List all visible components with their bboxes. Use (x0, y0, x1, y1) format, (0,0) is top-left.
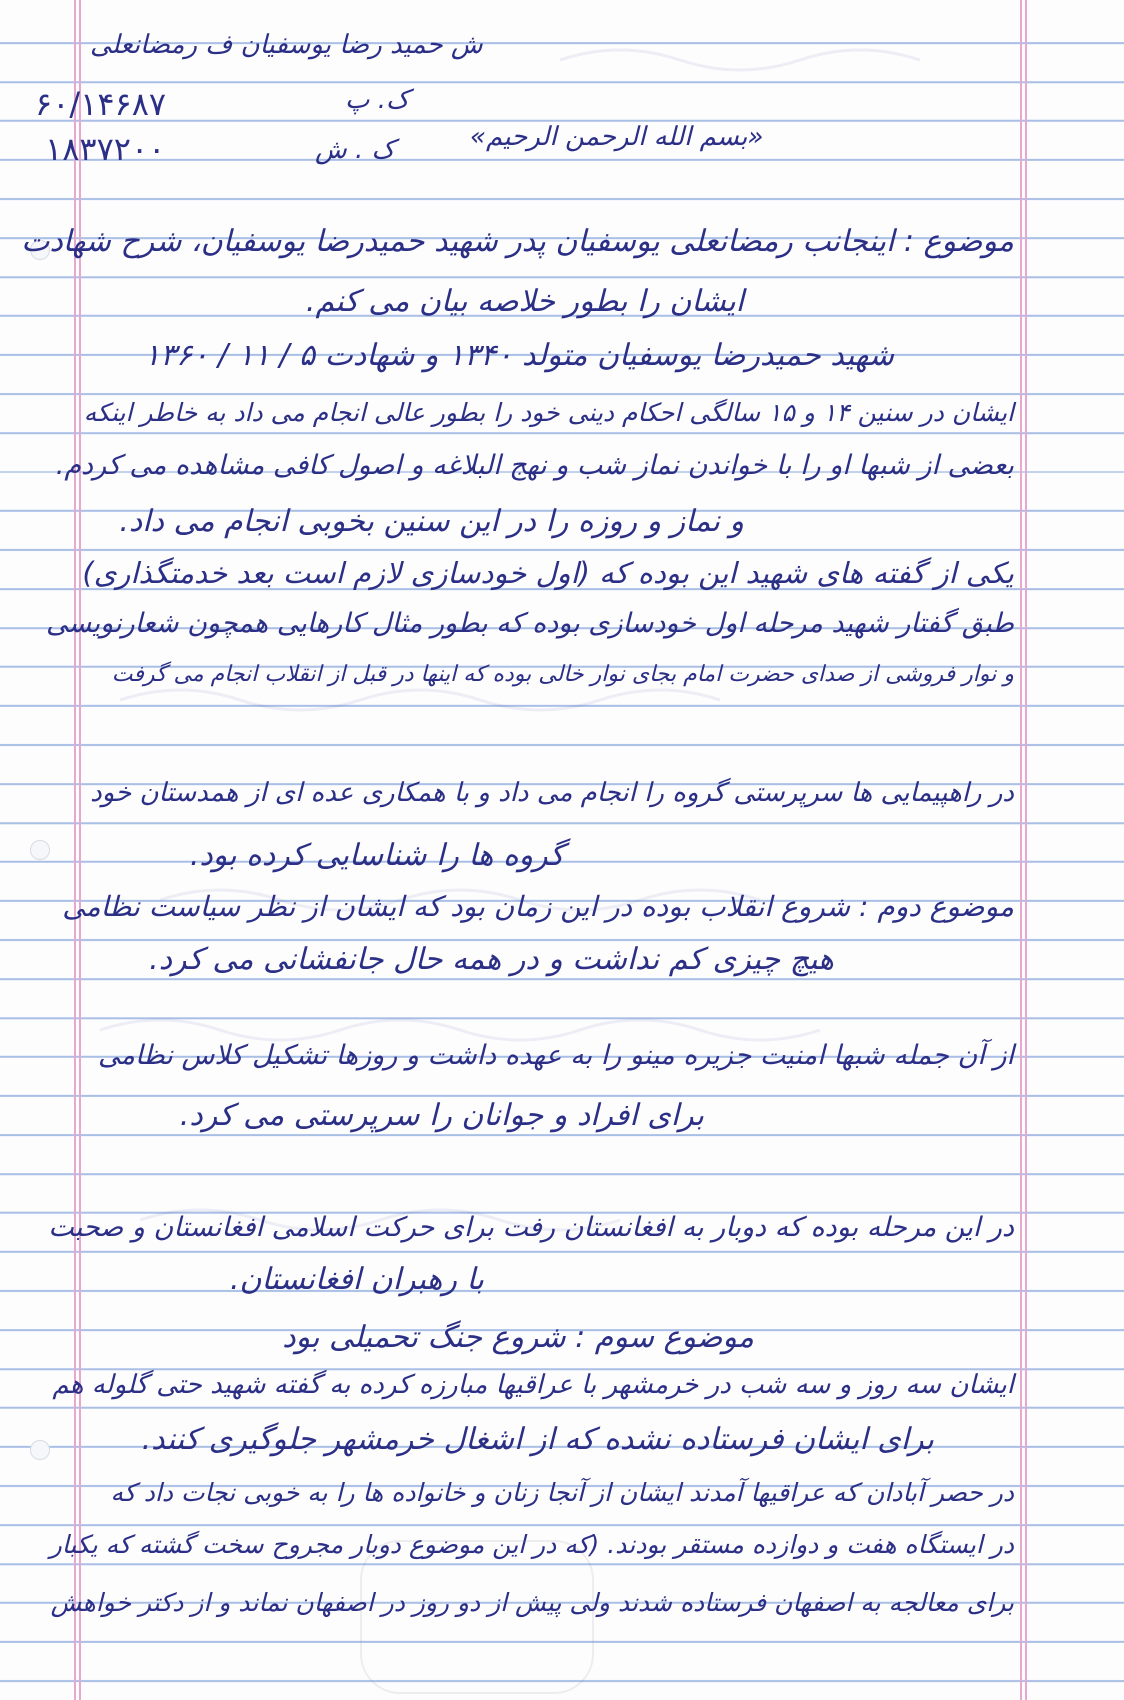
body-line: در این مرحله بوده که دوبار به افغانستان رفت برای حرکت اسلامی افغانستان و صحبت (48, 1212, 1014, 1243)
header-number-2: ۱۸۳۷۲۰۰ (45, 130, 166, 168)
body-line: از آن جمله شبها امنیت جزیره مینو را به عهده داشت و روزها تشکیل کلاس نظامی (98, 1040, 1014, 1071)
faint-stamp (360, 1540, 594, 1694)
right-margin-line (1020, 0, 1022, 1700)
body-line: موضوع دوم : شروع انقلاب بوده در این زمان بود که ایشان از نظر سیاست نظامی (62, 890, 1014, 923)
body-line: با رهبران افغانستان. (229, 1262, 484, 1297)
body-line: ایشان در سنین ۱۴ و ۱۵ سالگی احکام دینی خود را بطور عالی انجام می داد به خاطر اینکه (83, 398, 1014, 427)
body-line: ایشان سه روز و سه شب در خرمشهر با عراقیها مبارزه کرده به گفته شهید حتی گلوله هم (52, 1370, 1014, 1400)
body-line: شهید حمیدرضا یوسفیان متولد ۱۳۴۰ و شهادت ۵ / ۱۱ / ۱۳۶۰ (143, 338, 894, 373)
right-margin-line (1025, 0, 1027, 1700)
body-line: موضوع : اینجانب رمضانعلی یوسفیان پدر شهید حمیدرضا یوسفیان، شرح شهادت (21, 224, 1014, 259)
body-line: ایشان را بطور خلاصه بیان می کنم. (305, 284, 744, 319)
body-line: در حصر آبادان که عراقیها آمدند ایشان از آنجا زنان و خانواده ها را به خوبی نجات داد که (110, 1478, 1014, 1507)
body-line: موضوع سوم : شروع جنگ تحمیلی بود (282, 1320, 754, 1355)
punch-hole (30, 840, 50, 860)
body-line: بعضی از شبها او را با خواندن نماز شب و نهج البلاغه و اصول کافی مشاهده می کردم. (55, 450, 1014, 481)
body-line: برای معالجه به اصفهان فرستاده شدند ولی پیش از دو روز در اصفهان نماند و از دکتر خواهش (50, 1588, 1014, 1617)
header-code-1: ک. پ (345, 85, 410, 115)
body-line: طبق گفتار شهید مرحله اول خودسازی بوده که بطور مثال کارهایی همچون شعارنویسی (46, 608, 1014, 639)
body-line: برای افراد و جوانان را سرپرستی می کرد. (179, 1098, 704, 1133)
body-line: یکی از گفته های شهید این بوده که (اول خودسازی لازم است بعد خدمتگذاری) (82, 556, 1014, 590)
body-line: و نوار فروشی از صدای حضرت امام بجای نوار خالی بوده که اینها در قبل از انقلاب انجام می گرفت (111, 662, 1014, 687)
punch-hole (30, 1440, 50, 1460)
body-line: برای ایشان فرستاده نشده که از اشغال خرمشهر جلوگیری کنند. (141, 1422, 934, 1457)
header-name-line: ش حمید رضا یوسفیان ف رمضانعلی (90, 30, 483, 60)
body-line: و نماز و روزه را در این سنین بخوبی انجام می داد. (119, 504, 744, 539)
body-line: هیچ چیزی کم نداشت و در همه حال جانفشانی می کرد. (149, 942, 834, 977)
header-bismillah: «بسم الله الرحمن الرحیم» (470, 122, 764, 152)
body-line: گروه ها را شناسایی کرده بود. (189, 838, 564, 873)
body-line: در ایستگاه هفت و دوازده مستقر بودند. (که در این موضوع دوبار مجروح سخت گشته که یکبار (49, 1530, 1014, 1559)
header-number-1: ۶۰/۱۴۶۸۷ (35, 85, 167, 123)
body-line: در راهپیمایی ها سرپرستی گروه را انجام می داد و با همکاری عده ای از همدستان خود (90, 778, 1014, 808)
header-code-2: ک . ش (315, 135, 395, 165)
